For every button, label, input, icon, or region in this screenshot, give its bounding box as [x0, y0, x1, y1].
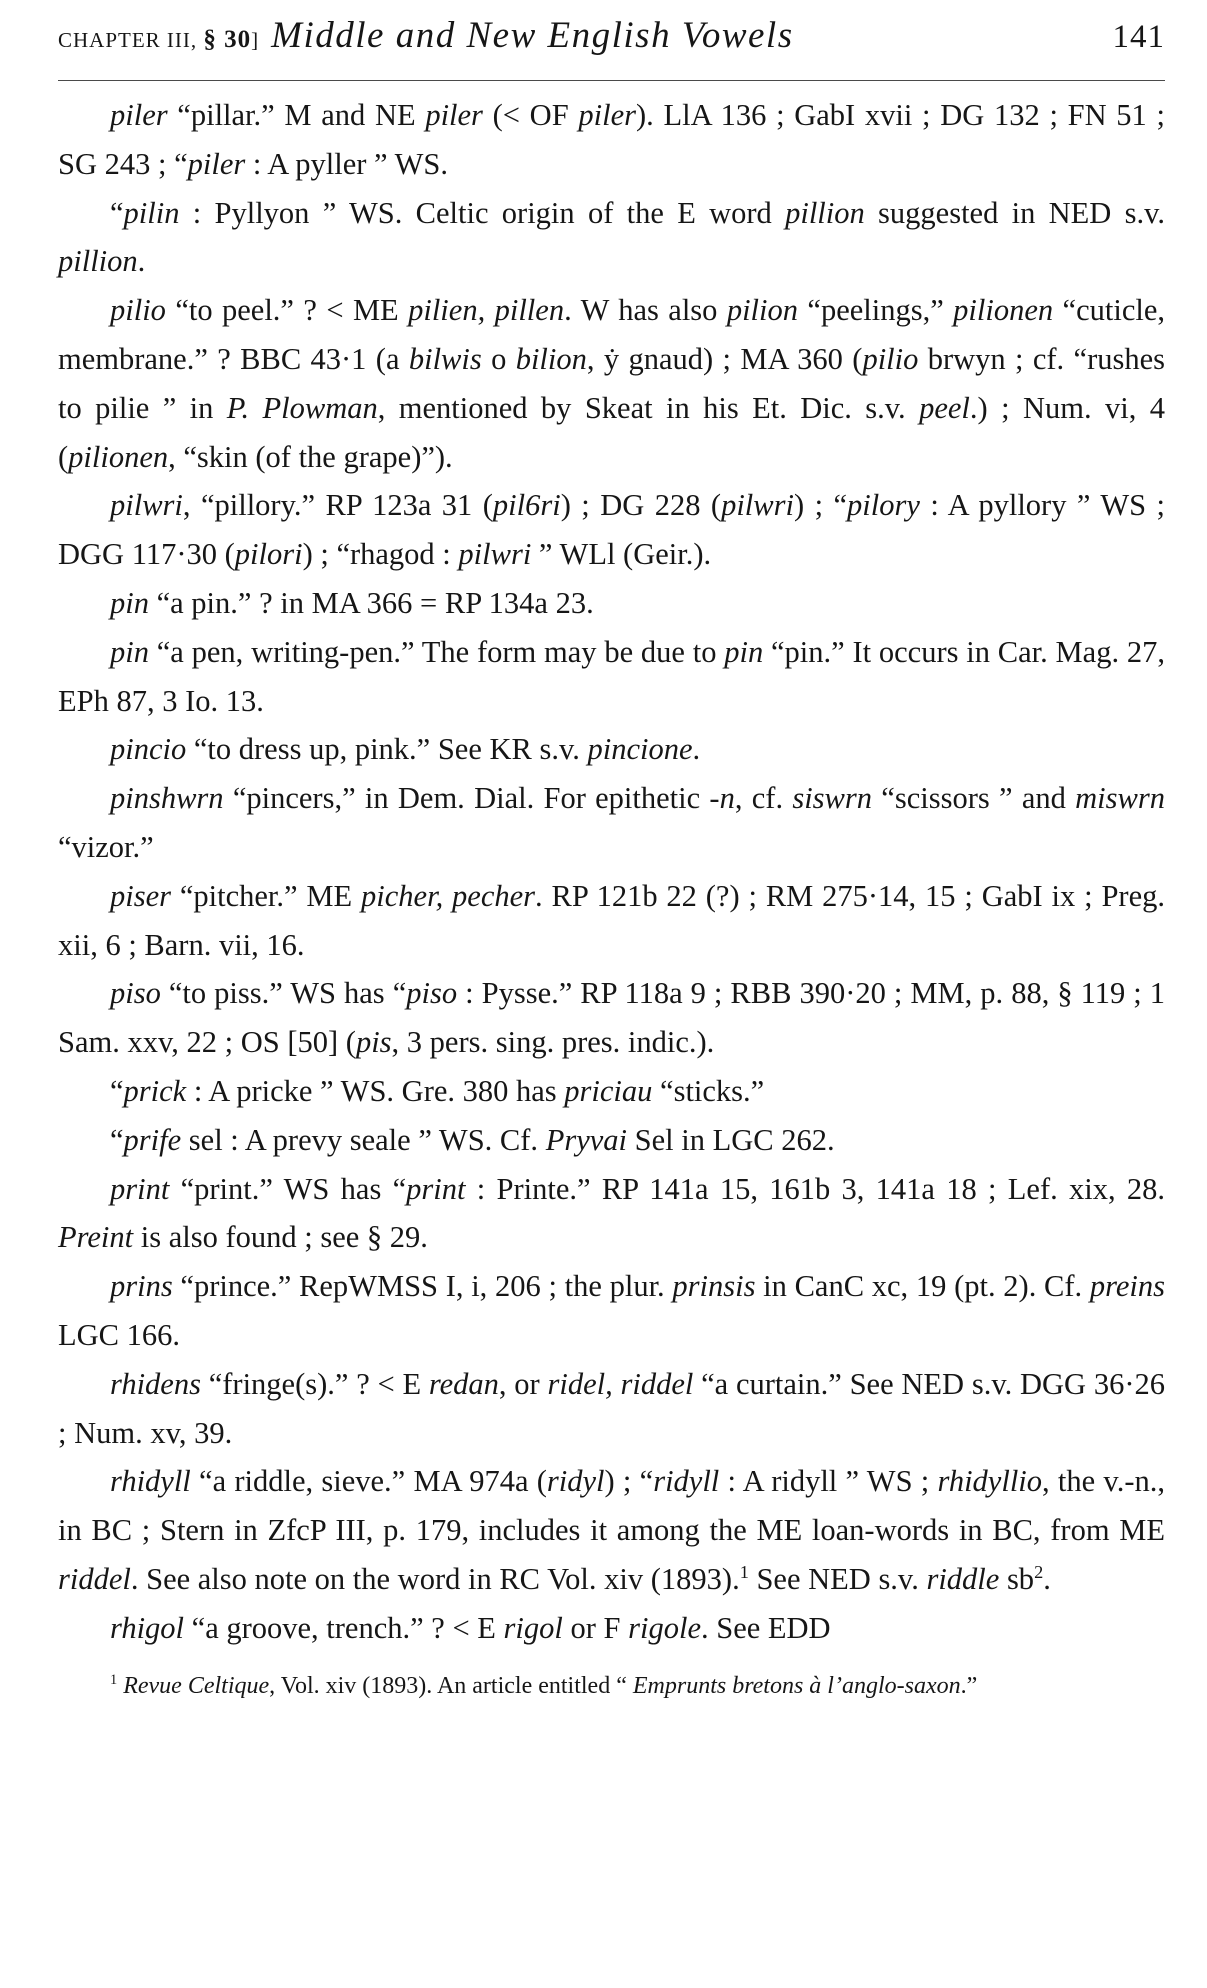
dictionary-entry: piler “pillar.” M and NE piler (< OF piler). LlA 136 ; GabI xvii ; DG 132 ; FN 51 ; SG 243 ; “piler : A pyller ” WS.	[58, 98, 1165, 181]
dictionary-entry: rhigol “a groove, trench.” ? < E rigol or F rigole. See EDD	[110, 1610, 831, 1645]
dictionary-entry: “pilin : Pyllyon ” WS. Celtic origin of the E word pillion suggested in NED s.v. pillion.	[58, 195, 1165, 279]
dictionary-entry: pin “a pen, writing-pen.” The form may be due to pin “pin.” It occurs in Car. Mag. 27, EPh 87, 3 Io. 13.	[58, 634, 1165, 718]
chapter-label: CHAPTER III,	[58, 28, 198, 52]
chapter-ref: CHAPTER III, § 30]	[58, 26, 260, 53]
dictionary-entry: pincio “to dress up, pink.” See KR s.v. pincione.	[110, 732, 701, 767]
running-title: Middle and New English Vowels	[271, 15, 794, 56]
dictionary-entry: pinshwrn “pincers,” in Dem. Dial. For epithetic -n, cf. siswrn “scissors ” and miswrn “vizor.”	[58, 781, 1165, 864]
dictionary-entry: piser “pitcher.” ME picher, pecher. RP 121b 22 (?) ; RM 275·14, 15 ; GabI ix ; Preg. xii, 6 ; Barn. vii, 16.	[58, 878, 1165, 962]
footnote: $^1$ Revue Celtique, Vol. xiv (1893). An article entitled “ Emprunts bretons à l’anglo-saxon.”	[110, 1671, 978, 1699]
dictionary-entry: “prick : A pricke ” WS. Gre. 380 has priciau “sticks.”	[110, 1073, 765, 1108]
dictionary-entry: pilio “to peel.” ? < ME pilien, pillen. W has also pilion “peelings,” pilionen “cuticle, membrane.” ? BBC 43·1 (a bilwis o bilion, ẏ gnaud) ; MA 360 (pilio brwyn ; cf. “rushes to pilie ” in P. Plowman, mentioned by Skeat in his Et. Dic. s.v. peel.) ; Num. vi, 4 (pilionen, “skin (of the grape)”).	[58, 293, 1166, 474]
dictionary-entry: pilwri, “pillory.” RP 123a 31 (pil6ri) ; DG 228 (pilwri) ; “pilory : A pyllory ” WS ; DGG 117·30 (pilori) ; “rhagod : pilwri ” WLl (Geir.).	[58, 488, 1166, 572]
dictionary-entry: “prife sel : A prevy seale ” WS. Cf. Pryvai Sel in LGC 262.	[110, 1122, 835, 1157]
running-header	[58, 14, 1165, 81]
page-number: 141	[1112, 19, 1165, 55]
section-number: § 30	[203, 26, 252, 53]
dictionary-entry: print “print.” WS has “print : Printe.” RP 141a 15, 161b 3, 141a 18 ; Lef. xix, 28. Preint is also found ; see § 29.	[58, 1171, 1166, 1255]
dictionary-entries	[58, 91, 1165, 1653]
dictionary-entry: pin “a pin.” ? in MA 366 = RP 134a 23.	[110, 585, 594, 620]
dictionary-entry: prins “prince.” RepWMSS I, i, 206 ; the plur. prinsis in CanC xc, 19 (pt. 2). Cf. preins LGC 166.	[58, 1269, 1165, 1352]
dictionary-entry: rhidyll “a riddle, sieve.” MA 974a (ridyl) ; “ridyll : A ridyll ” WS ; rhidyllio, the v.-n., in BC ; Stern in ZfcP III, p. 179, includes it among the ME loan-words in BC, from ME riddel. See also note on the word in RC Vol. xiv (1893).$^1$ See NED s.v. riddle $sb^2$.	[58, 1464, 1165, 1596]
dictionary-entry: rhidens “fringe(s).” ? < E redan, or ridel, riddel “a curtain.” See NED s.v. DGG 36·26 ; Num. xv, 39.	[58, 1366, 1165, 1450]
dictionary-entry: piso “to piss.” WS has “piso : Pysse.” RP 118a 9 ; RBB 390·20 ; MM, p. 88, § 119 ; 1 Sam. xxv, 22 ; OS [50] (pis, 3 pers. sing. pres. indic.).	[58, 976, 1166, 1060]
